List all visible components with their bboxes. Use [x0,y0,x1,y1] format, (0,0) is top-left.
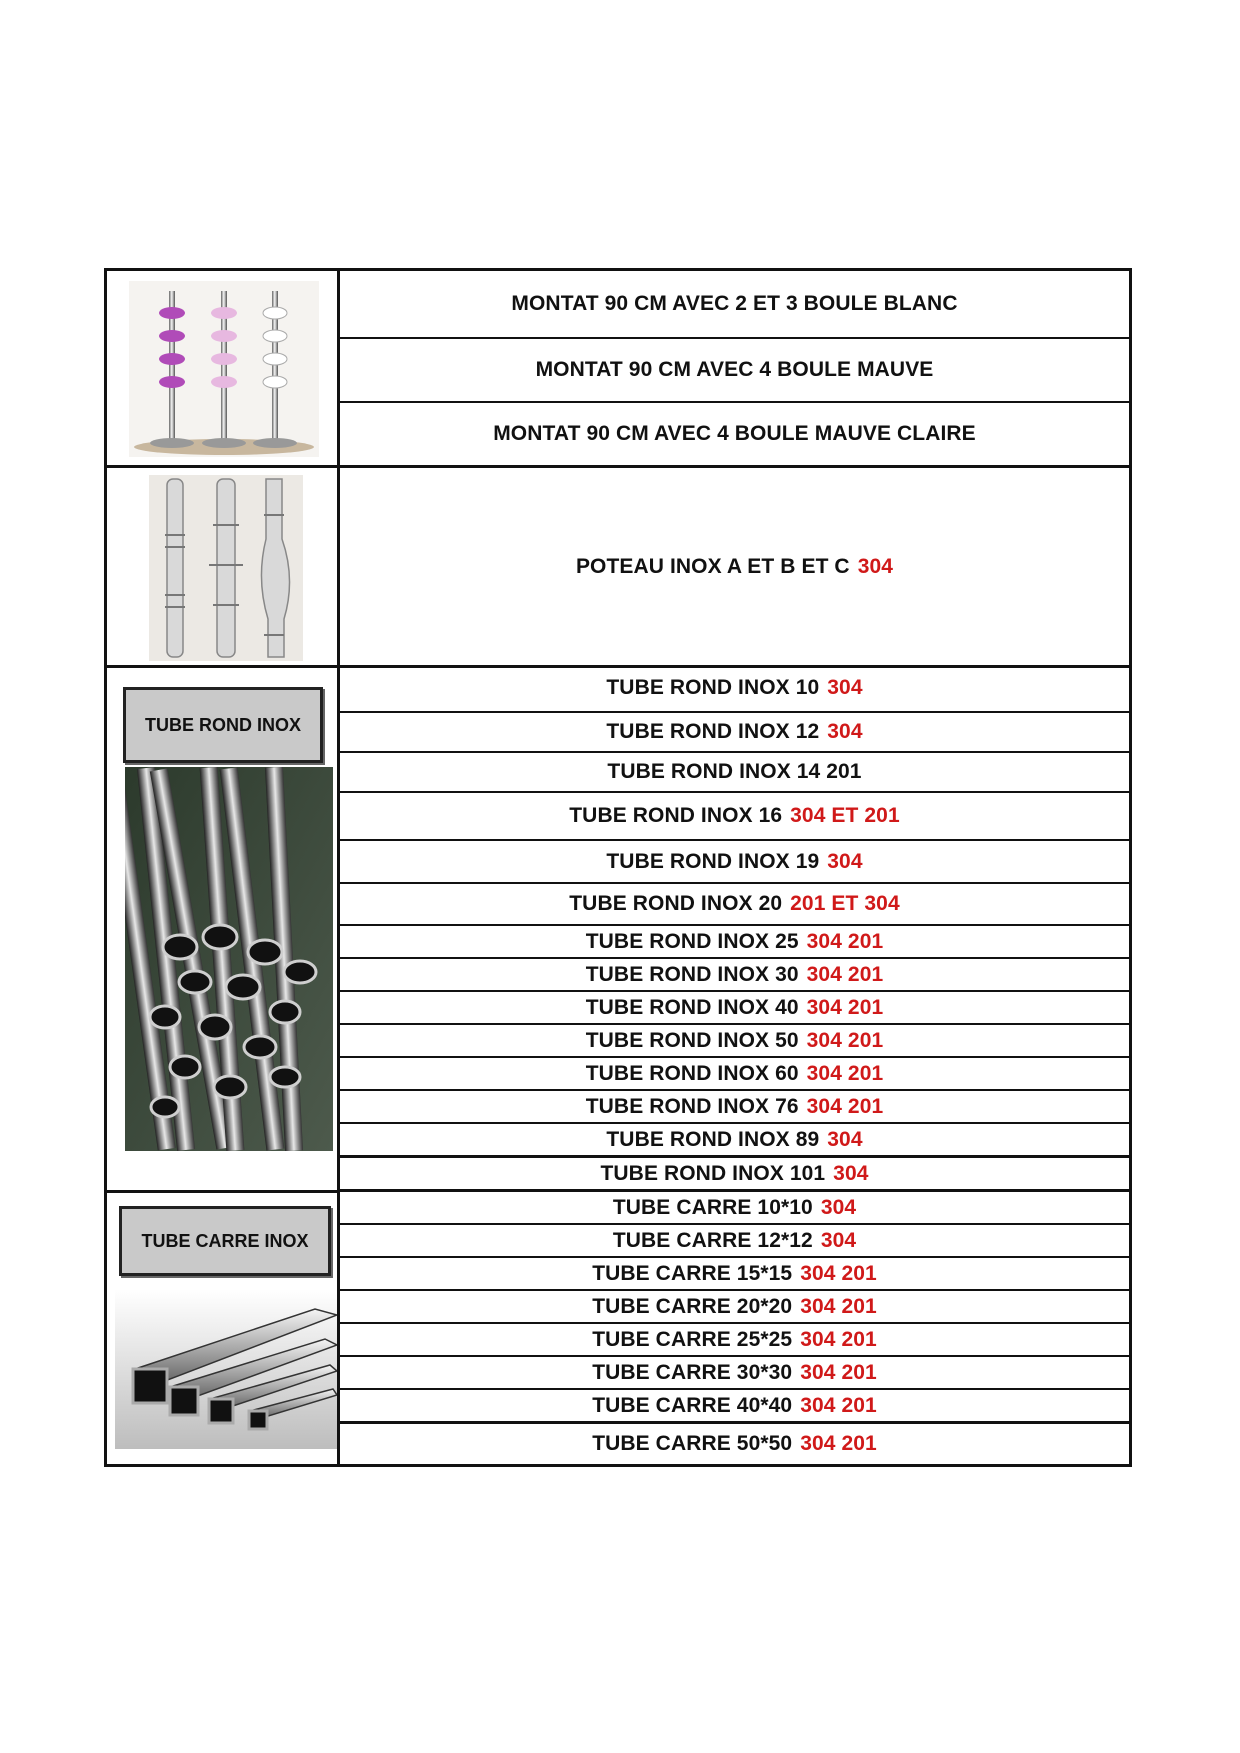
montat-row: MONTAT 90 CM AVEC 2 ET 3 BOULE BLANC [340,271,1129,339]
montat-row: MONTAT 90 CM AVEC 4 BOULE MAUVE [340,339,1129,403]
tube-rond-row: TUBE ROND INOX 76 304 201 [340,1091,1129,1124]
tube-rond-row: TUBE ROND INOX 14 201 [340,753,1129,793]
tube-carre-row: TUBE CARRE 50*50 304 201 [592,1432,877,1455]
tube-carre-row: TUBE CARRE 40*40 304 201 [340,1390,1129,1424]
montat-row: MONTAT 90 CM AVEC 4 BOULE MAUVE CLAIRE [493,422,976,445]
tube-carre-row: TUBE CARRE 30*30 304 201 [340,1357,1129,1390]
square-tubes-image [115,1289,337,1449]
tube-rond-row: TUBE ROND INOX 50 304 201 [340,1025,1129,1058]
tube-rond-row: TUBE ROND INOX 101 304 [340,1158,1129,1192]
section-divider [107,1190,337,1193]
tube-carre-label: TUBE CARRE INOX [119,1206,331,1276]
tube-rond-row: TUBE ROND INOX 10 304 [340,665,1129,713]
tube-carre-row: TUBE CARRE 10*10 304 [340,1192,1129,1225]
montat-posts-image [129,281,319,457]
poteau-row: POTEAU INOX A ET B ET C 304 [575,554,894,578]
tube-rond-row: TUBE ROND INOX 19 304 [340,841,1129,884]
tube-rond-row: TUBE ROND INOX 25 304 201 [340,926,1129,959]
tube-rond-row: TUBE ROND INOX 60 304 201 [340,1058,1129,1091]
tube-rond-row: TUBE ROND INOX 16 304 ET 201 [340,793,1129,841]
tube-carre-row: TUBE CARRE 15*15 304 201 [340,1258,1129,1291]
tube-rond-row: TUBE ROND INOX 20 201 ET 304 [340,884,1129,926]
product-price-sheet [104,268,1132,1467]
tube-rond-row: TUBE ROND INOX 40 304 201 [340,992,1129,1025]
tube-rond-row: TUBE ROND INOX 12 304 [340,713,1129,753]
tube-rond-row: TUBE ROND INOX 30 304 201 [340,959,1129,992]
tube-carre-row: TUBE CARRE 20*20 304 201 [340,1291,1129,1324]
tube-carre-row: TUBE CARRE 25*25 304 201 [340,1324,1129,1357]
round-tubes-image [125,767,333,1151]
tube-rond-row: TUBE ROND INOX 89 304 [340,1124,1129,1158]
tube-carre-row: TUBE CARRE 12*12 304 [340,1225,1129,1258]
poteau-posts-image [149,475,303,661]
tube-rond-label: TUBE ROND INOX [123,687,323,763]
